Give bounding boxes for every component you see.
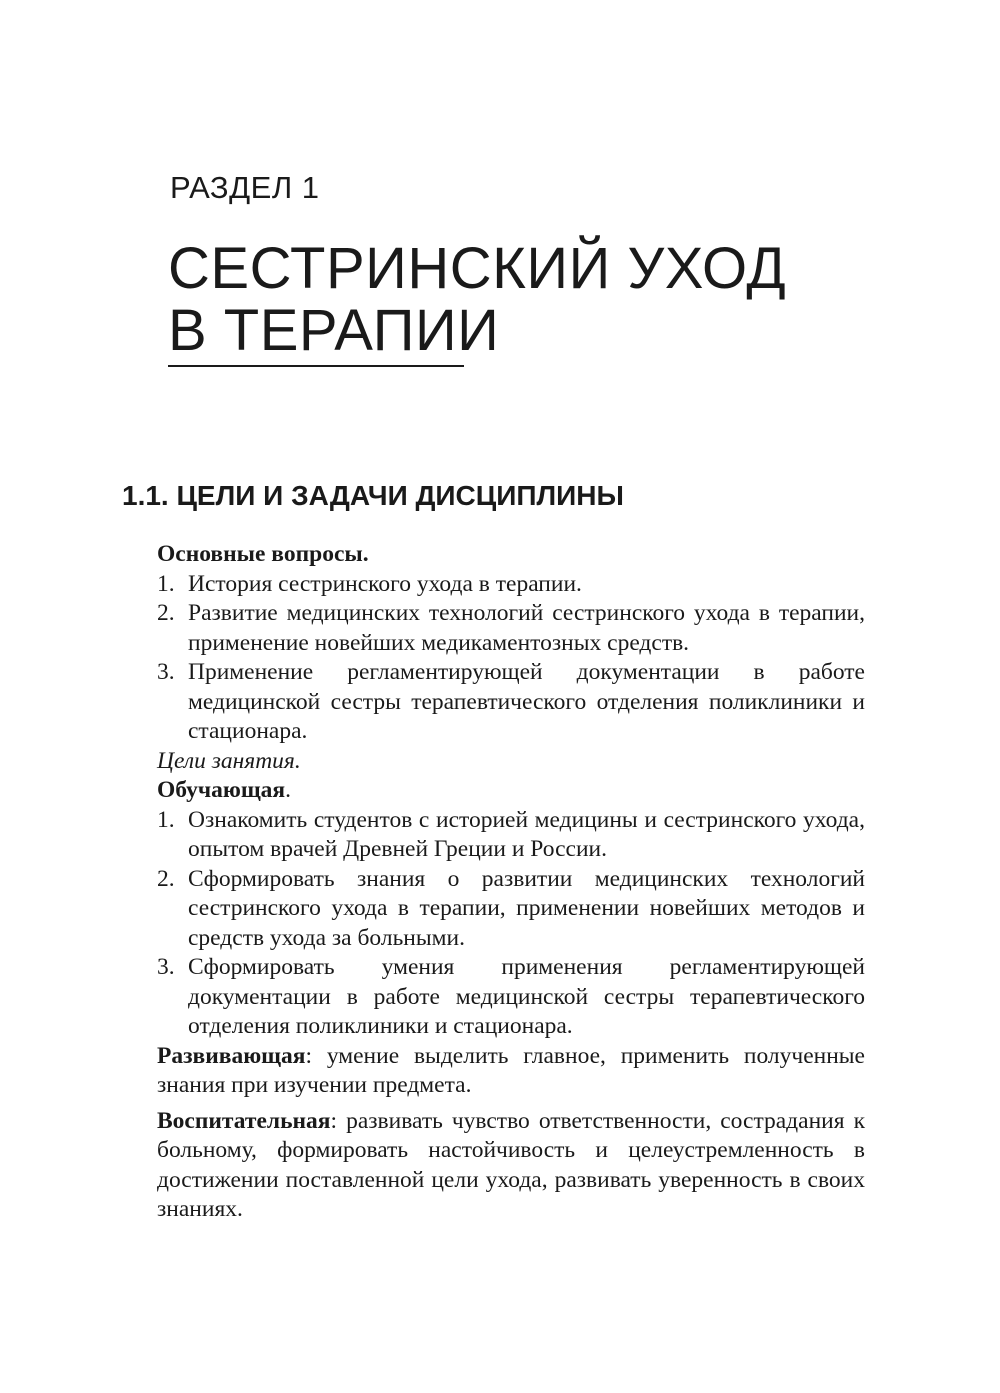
list-item: 2. Сформировать знания о развитии медицинских технологий сестринского ухода в терапии, применении новейших методов и средств ухода за больными.: [157, 865, 865, 951]
section-label: РАЗДЕЛ 1: [170, 170, 320, 205]
upbringing-goal: Воспитательная: развивать чувство ответственности, сострадания к больному, формировать настойчивость и целеустремленность в достижении поставленной цели ухода, развивать уверенность в своих знаниях.: [157, 1107, 865, 1222]
educational-goals-list: [157, 806, 865, 1042]
main-content: [157, 540, 865, 1225]
chapter-title: [168, 238, 786, 362]
goals-heading: Цели занятия.: [157, 747, 301, 774]
chapter-title-line-1: СЕСТРИНСКИЙ УХОД: [168, 236, 787, 301]
title-underline: [168, 365, 464, 367]
list-item: 3. Сформировать умения применения регламентирующей документации в работе медицинской сестры терапевтического отделения поликлиники и стационара.: [157, 954, 865, 1039]
list-item: 1. История сестринского ухода в терапии.: [157, 570, 582, 597]
educational-goal-heading: Обучающая.: [157, 777, 292, 803]
list-item: 3. Применение регламентирующей документации в работе медицинской сестры терапевтического отделения поликлиники и стационара.: [157, 659, 865, 744]
questions-list: [157, 570, 865, 747]
list-item: 2. Развитие медицинских технологий сестринского ухода в терапии, применение новейших медикаментозных средств.: [157, 600, 865, 656]
developing-goal: Развивающая: умение выделить главное, применить полученные знания при изучении предмета.: [157, 1042, 865, 1098]
chapter-title-line-2: В ТЕРАПИИ: [168, 298, 500, 363]
questions-heading: Основные вопросы.: [157, 541, 369, 567]
list-item: 1. Ознакомить студентов с историей медицины и сестринского ухода, опытом врачей Древней Греции и России.: [157, 806, 865, 862]
subsection-title: 1.1. ЦЕЛИ И ЗАДАЧИ ДИСЦИПЛИНЫ: [122, 480, 624, 511]
